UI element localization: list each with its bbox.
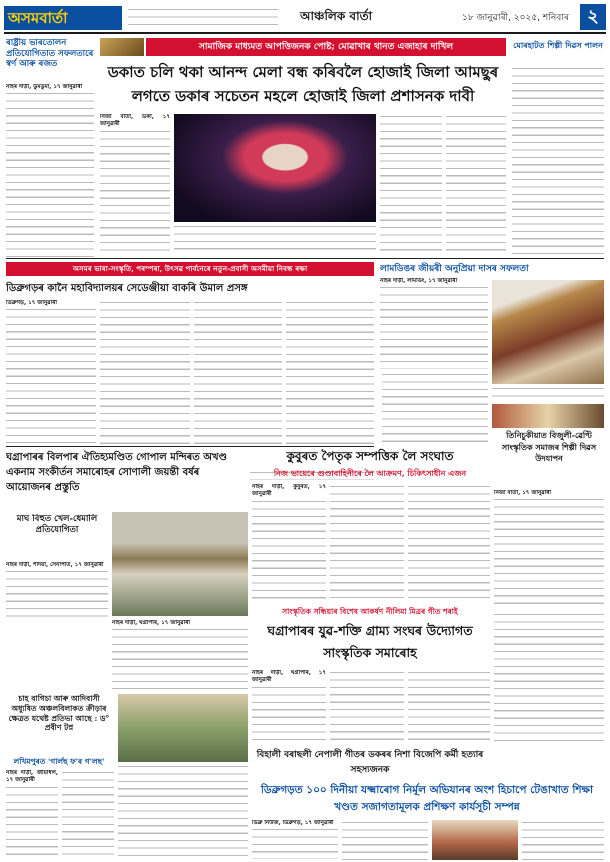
magh-col	[6, 562, 108, 618]
ghagrapar-meeting-photo	[112, 512, 248, 616]
youth-dateline: নাহৰ দাড়ী, ঘগ্ৰাপাৰ, ১৭ জানুৱাৰী	[252, 670, 326, 684]
tb-photo	[432, 820, 518, 860]
section-title: আঞ্চলিক বাৰ্তা	[300, 9, 373, 23]
tb-col-1	[252, 820, 338, 860]
sanskriti-strip: সাংস্কৃতিক সন্ধিয়াৰ বিশেষ আকৰ্ষণ নীলিমা মিত্ৰৰ গীত শৰাই	[282, 607, 458, 616]
masthead-fine-print	[128, 7, 278, 27]
lamdim-photo	[492, 280, 604, 384]
dibrugarh-col-2	[100, 300, 190, 444]
tinsukia-headline: তিনিচুকীয়াত বিজুলী-ৱেণ্টি সাংস্কৃতিক সমাজৰ শিল্পী দিৱস উদযাপন	[501, 430, 597, 463]
tinsukia-photo	[492, 404, 604, 428]
magh-headline: মাঘ বিহুত খেল-ধেমালি প্ৰতিযোগিতা	[16, 514, 98, 535]
lamdim-headline: লামডিঙৰ জীয়ৰী অনুপ্ৰিয়া দাসৰ সফলতা	[380, 264, 529, 274]
kuburat-headline: কুবুৰত পৈতৃক সম্পত্তিক লৈ সংঘাত	[286, 449, 454, 463]
right-top-headline: মোৰহাটত শিল্পী দিৱস পালন	[513, 40, 603, 50]
left-top-dateline: নাহৰ দাড়ী, ডুমডুমা, ১৭ জানুৱাৰী	[6, 84, 83, 90]
lead-photo-caption	[174, 224, 376, 254]
lead-col-1	[100, 114, 170, 254]
tea-col-2	[62, 770, 114, 858]
tinsukia-col-2	[494, 612, 604, 746]
kuburat-col-3	[408, 484, 490, 604]
youth-col-2	[330, 670, 404, 746]
masthead-bar	[4, 4, 606, 34]
mid-banner: অসমৰ ভাষা-সংস্কৃতি, পৰম্পৰা, উৎসৱ পাৰ্বনেৰে নতুন-প্ৰবাসী অসমীয়া নিবন্ধ ৰক্ষা	[6, 262, 374, 276]
dibrugarh-headline: ডিব্ৰুগড়ৰ কানৈ মহাবিদ্যালয়ৰ সেডেঞ্জীয়া বাকৰি উমাল প্ৰসঙ্গ	[6, 283, 248, 294]
lead-col-4	[446, 114, 506, 254]
right-top-body	[512, 66, 604, 254]
dibrugarh-col-1	[6, 300, 96, 444]
lamdim-col-2	[382, 372, 488, 442]
left-top-headline: ৰাষ্ট্ৰীয় ভাৰতোলন প্ৰতিযোগিতাত সফলতাৰে স্বৰ্ণ আৰু ৰজত	[6, 38, 94, 69]
kuburat-dateline: নাহৰ দাড়ী, কুবুৰত, ১৭ জানুৱাৰী	[252, 484, 326, 498]
magh-dateline: নাহৰ দাড়ী, শদিয়া, সেনাপতি, ১৭ জানুৱাৰী	[6, 562, 104, 568]
ghagrapar-col-2	[112, 620, 248, 690]
kuburat-col-2	[330, 484, 404, 604]
youth-col-3	[408, 670, 490, 746]
dibrugarh-col-3	[194, 300, 282, 444]
page-number: ২	[580, 4, 606, 30]
tb-dateline: ডিব্ৰু নিউজ, ডিব্ৰুগড়, ১৭ জানুৱাৰী	[252, 820, 334, 826]
masthead-logo: অসমবাৰ্তা	[4, 6, 122, 30]
top-banner: সামাজিক মাধ্যমত আপত্তিজনক পোষ্ট; মোৱাখাৰ থানত এজাহাৰ দাখিল	[146, 38, 506, 56]
tb-headline: ডিব্ৰুগড়ত ১০০ দিনীয়া যক্ষ্মাৰোগ নিৰ্মূল অভিযানৰ অংশ হিচাপে টেঙাখাত শিক্ষা খণ্ডত সজাগতামূলক প্ৰশিক্ষণ কাৰ্যসূচী সম্পন্ন	[260, 784, 594, 813]
dibrugarh-dateline: ডিব্ৰুগড়, ১৭ জানুৱাৰী	[6, 300, 57, 306]
youth-col-1	[252, 670, 326, 746]
rule-upper	[6, 258, 604, 259]
lamdim-photo-caption	[492, 386, 604, 398]
lead-dance-photo	[174, 114, 376, 222]
kuburat-col-1	[252, 484, 326, 604]
lamdim-col-1	[380, 278, 488, 370]
nepali-headline: বিহালী বৰাছলী নেপালী গীতৰ ডকৰৰ নিশা বিজেপি কৰ্মী হত্যাৰ সহস্যজনক	[256, 750, 484, 775]
issue-date: ১৮ জানুৱাৰী, ২০২৫, শনিবাৰ	[462, 13, 569, 23]
tinsukia-body	[494, 490, 604, 610]
lead-col-3	[380, 114, 442, 254]
lead-logo-photo	[100, 38, 144, 56]
tb-col-2	[342, 820, 428, 860]
tea-col-3	[118, 764, 248, 858]
tea-dateline: নাহৰ দাড়ী, জীয়াধল, ১৭ জানুৱাৰী	[6, 770, 58, 784]
tinsukia-dateline: নিজা বাৰ্তা, ১৭ জানুৱাৰী	[494, 490, 551, 496]
dibrugarh-col-4	[286, 300, 374, 444]
kuburat-subhead: নিজ ভায়েৰে গুণ্ডাবাহিনীৰে লৈ আক্ৰমণ, চিকিৎসাধীন এজন	[273, 468, 467, 478]
ghagrapar-dateline: নাহৰ দাড়ী, ঘগ্ৰাপাৰ, ১৭ জানুৱাৰী	[112, 620, 190, 626]
tea-col-1	[6, 770, 58, 858]
tea-photo	[118, 694, 248, 762]
ghagrapar-youth-headline: ঘগ্ৰাপাৰৰ যুৱ-শক্তি গ্ৰাম্য সংঘৰ উদ্যোগত সাংস্কৃতিক সমাৰোহ	[267, 623, 473, 660]
tea-headline: চাহ বাগিচা আৰু আদিবাসী অধ্যুষিত অঞ্চলবিলাকত ক্ৰীড়াৰ ক্ষেত্ৰত যথেষ্ট প্ৰতিভা আছে : ড° প্ৰবীণ টপ্ন	[8, 694, 110, 733]
lead-dateline: নিজা বাৰ্তা, ডকা, ১৭ জানুৱাৰী	[100, 114, 170, 128]
lamdim-dateline: নাহৰ দাড়ী, লামডিং, ১৭ জানুৱাৰী	[380, 278, 458, 284]
lead-headline: ডকাত চলি থকা আনন্দ মেলা বন্ধ কৰিবলৈ হোজাই জিলা আমছুৰ লগতে ডকাৰ সচেতন মহলে হোজাই জিলা প্ৰশাসনক দাবী	[107, 63, 499, 105]
tb-col-4	[522, 820, 604, 860]
left-top-body	[6, 84, 94, 258]
ghagrapar-headline: ঘগ্ৰাপাৰৰ বিলপাৰ ঐতিহ্যমণ্ডিত গোপাল মন্দিৰত অখণ্ড একনাম সংকীৰ্তন সমাৰোহৰ সোণালী জয়ন্তী বৰ্ষৰ আয়োজনৰ প্ৰস্তুতি	[6, 452, 227, 493]
tea-subhead: লখিমপুৰত 'গাৰ্লছ ফ'ৰ গ'লছ'	[13, 757, 105, 766]
